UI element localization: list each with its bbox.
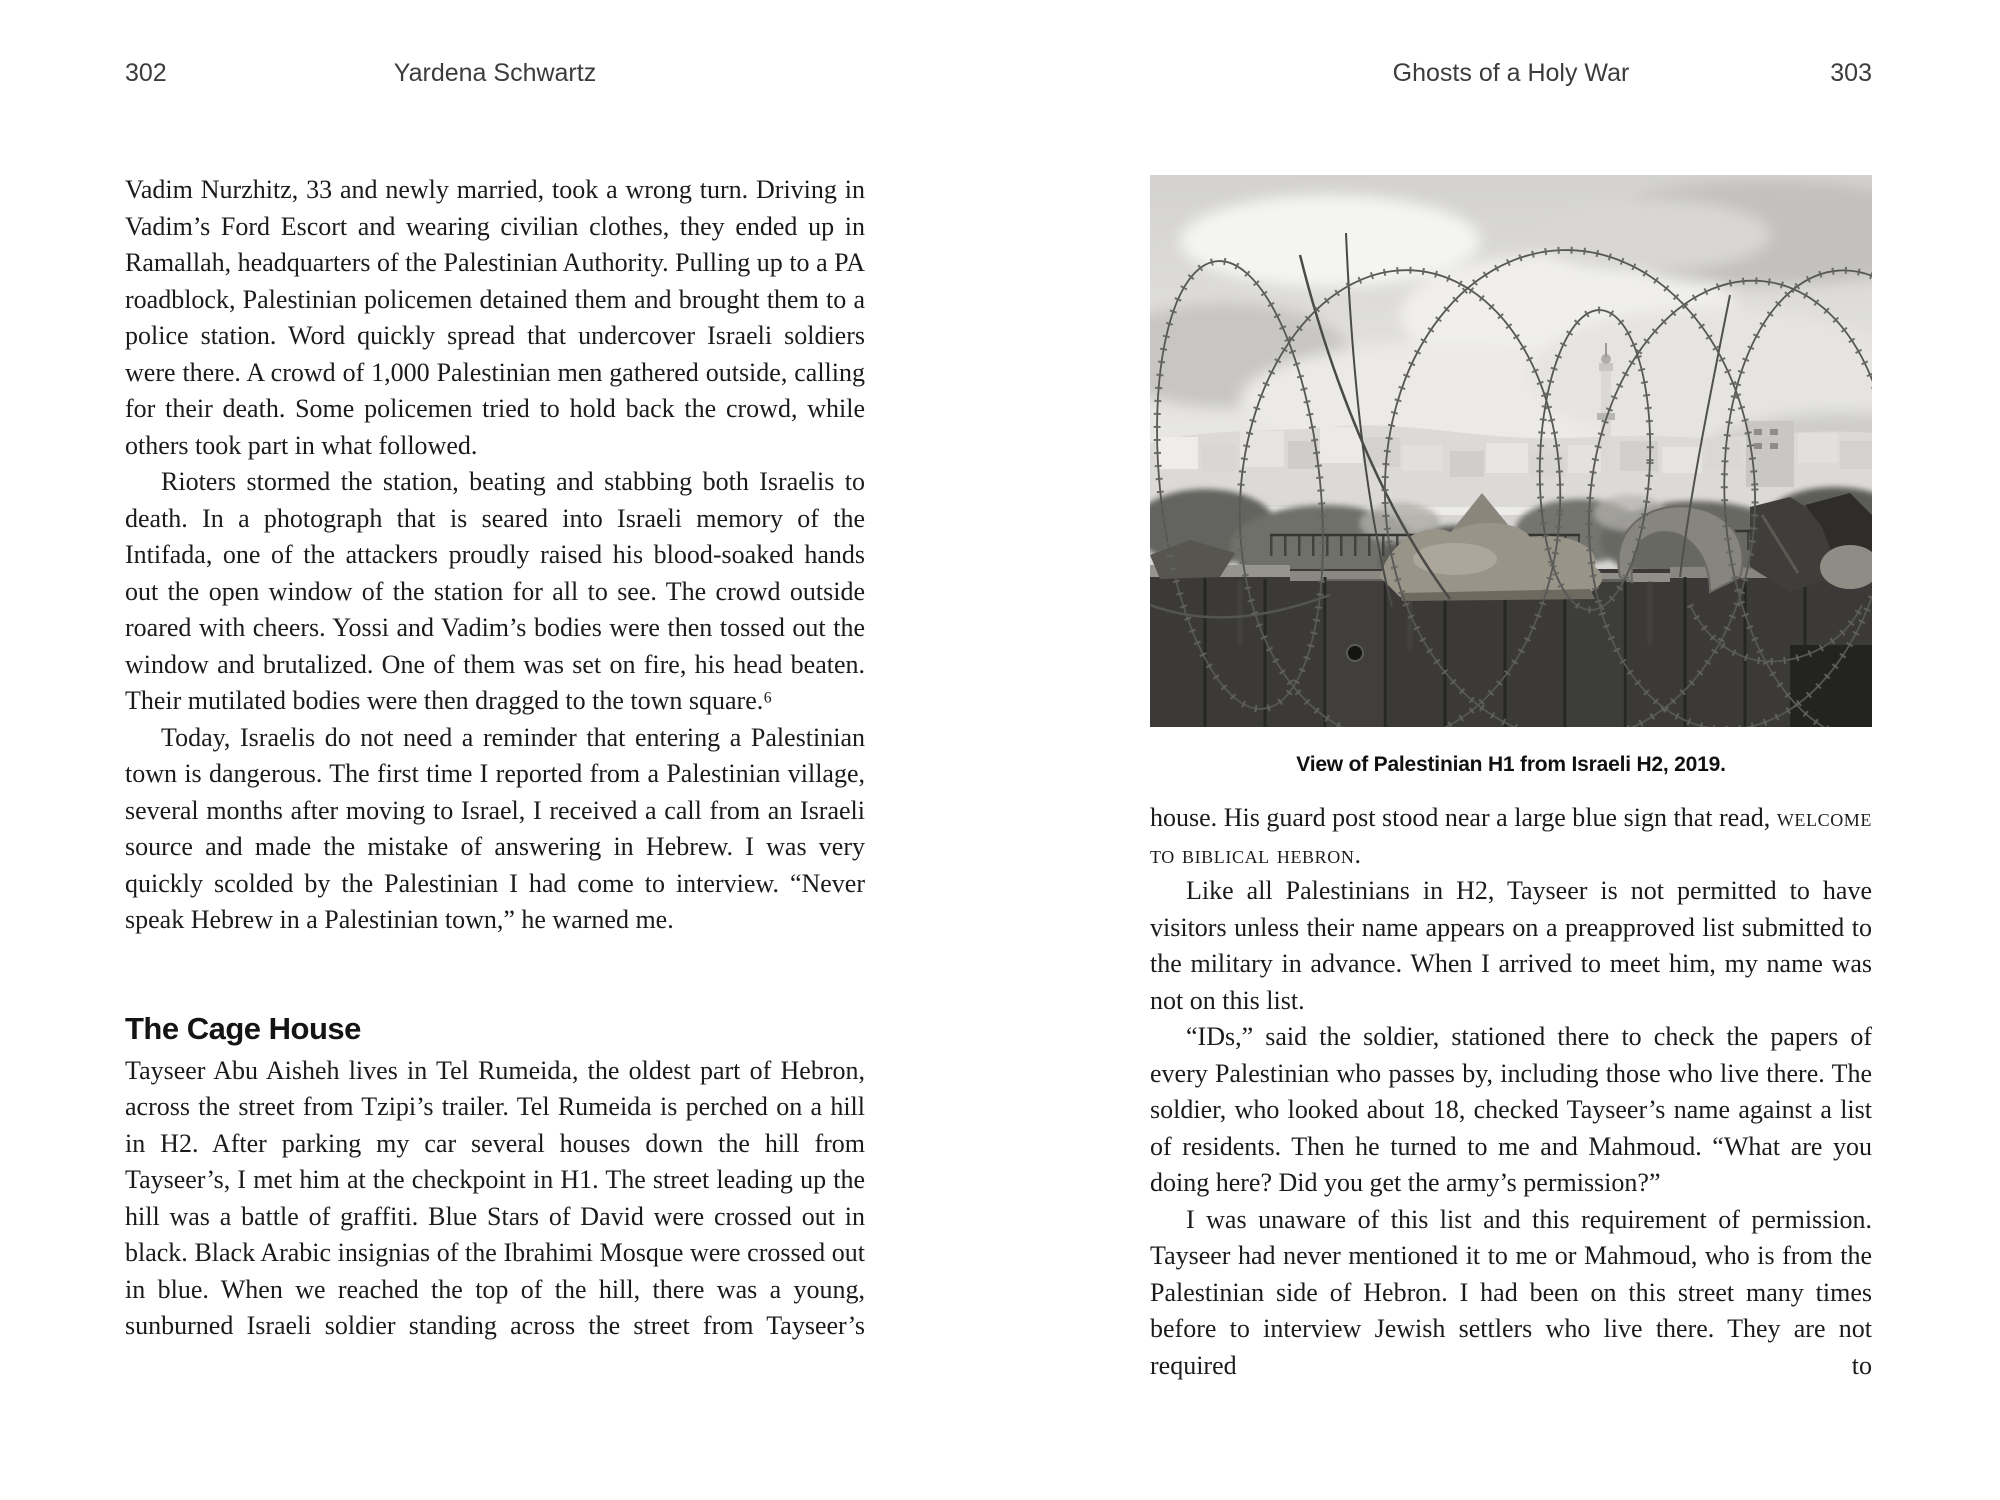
right-text-column xyxy=(1150,800,1872,1384)
right-running-head-title: Ghosts of a Holy War xyxy=(1392,59,1630,87)
right-running-head xyxy=(1150,57,1872,89)
left-page-number: 302 xyxy=(125,59,167,87)
paragraph: I was unaware of this list and this requirement of permission. Tayseer had never mentioned it to me or Mahmoud, who is from the Palestinian side of Hebron. I had been on this street many times before to interview Jewish settlers who live there. They are not required to xyxy=(1150,1204,1872,1380)
left-text-column xyxy=(125,172,865,1345)
left-running-head xyxy=(125,57,865,89)
paragraph: Today, Israelis do not need a reminder that entering a Palestinian town is dangerous. The first time I reported from a Palestinian village, several months after moving to Israel, I received a call from an Israeli source and made the mistake of answering in Hebrew. I was very quickly scolded by the Palestinian I had come to interview. “Never speak Hebrew in a Palestinian town,” he warned me. xyxy=(125,722,865,934)
paragraph: “IDs,” said the soldier, stationed there to check the papers of every Palestinian who passes by, including those who live there. The soldier, who looked about 18, checked Tayseer’s name against a list of residents. Then he turned to me and Mahmoud. “What are you doing here? Did you get the army’s permission?” xyxy=(1150,1022,1872,1197)
left-running-head-title: Yardena Schwartz xyxy=(393,59,597,87)
paragraph: Like all Palestinians in H2, Tayseer is not permitted to have visitors unless their name appears on a preapproved list submitted to the military in advance. When I arrived to meet him, my name was not on this list. xyxy=(1150,876,1872,1015)
paragraph-lead: house. His guard post stood near a large blue sign that read, xyxy=(1150,803,1777,832)
paragraph xyxy=(1150,800,1872,873)
photo-caption: View of Palestinian H1 from Israeli H2, 2019. xyxy=(1296,753,1726,776)
hebron-photo-graphic xyxy=(1150,175,1872,727)
paragraph: Rioters stormed the station, beating and stabbing both Israelis to death. In a photograph that is seared into Israeli memory of the Intifada, one of the attackers proudly raised his blood-soaked hands out the open window of the station for all to see. The crowd outside roared with cheers. Yossi and Vadim’s bodies were then tossed out the window and brutalized. One of them was set on fire, his head beaten. Their mutilated bodies were then dragged to the town square.⁶ xyxy=(125,467,865,715)
paragraph: Tayseer Abu Aisheh lives in Tel Rumeida, the oldest part of Hebron, across the street from Tzipi’s trailer. Tel Rumeida is perched on a hill in H2. After parking my car several houses down the hill from Tayseer’s, I met him at the checkpoint in H1. The street leading up the hill was a battle of graffiti. Blue Stars of David were crossed out in black. Black Arabic insignias of the Ibrahimi Mosque were crossed out in blue. When we reached the top of the hill, there was a young, sunburned Israeli soldier standing across the street from Tayseer’s xyxy=(125,1055,865,1340)
paragraph: Vadim Nurzhitz, 33 and newly married, took a wrong turn. Driving in Vadim’s Ford Escort and wearing civilian clothes, they ended up in Ramallah, headquarters of the Palestinian Authority. Pulling up to a PA roadblock, Palestinian policemen detained them and brought them to a police station. Word quickly spread that undercover Israeli soldiers were there. A crowd of 1,000 Palestinian men gathered outside, calling for their death. Some policemen tried to hold back the crowd, while others took part in what followed. xyxy=(125,175,865,460)
section-heading: The Cage House xyxy=(125,1010,361,1046)
hebron-photo xyxy=(1150,175,1872,727)
small-caps-sign-text: welcome to biblical hebron. xyxy=(1150,803,1872,869)
right-page-number: 303 xyxy=(1830,59,1872,87)
